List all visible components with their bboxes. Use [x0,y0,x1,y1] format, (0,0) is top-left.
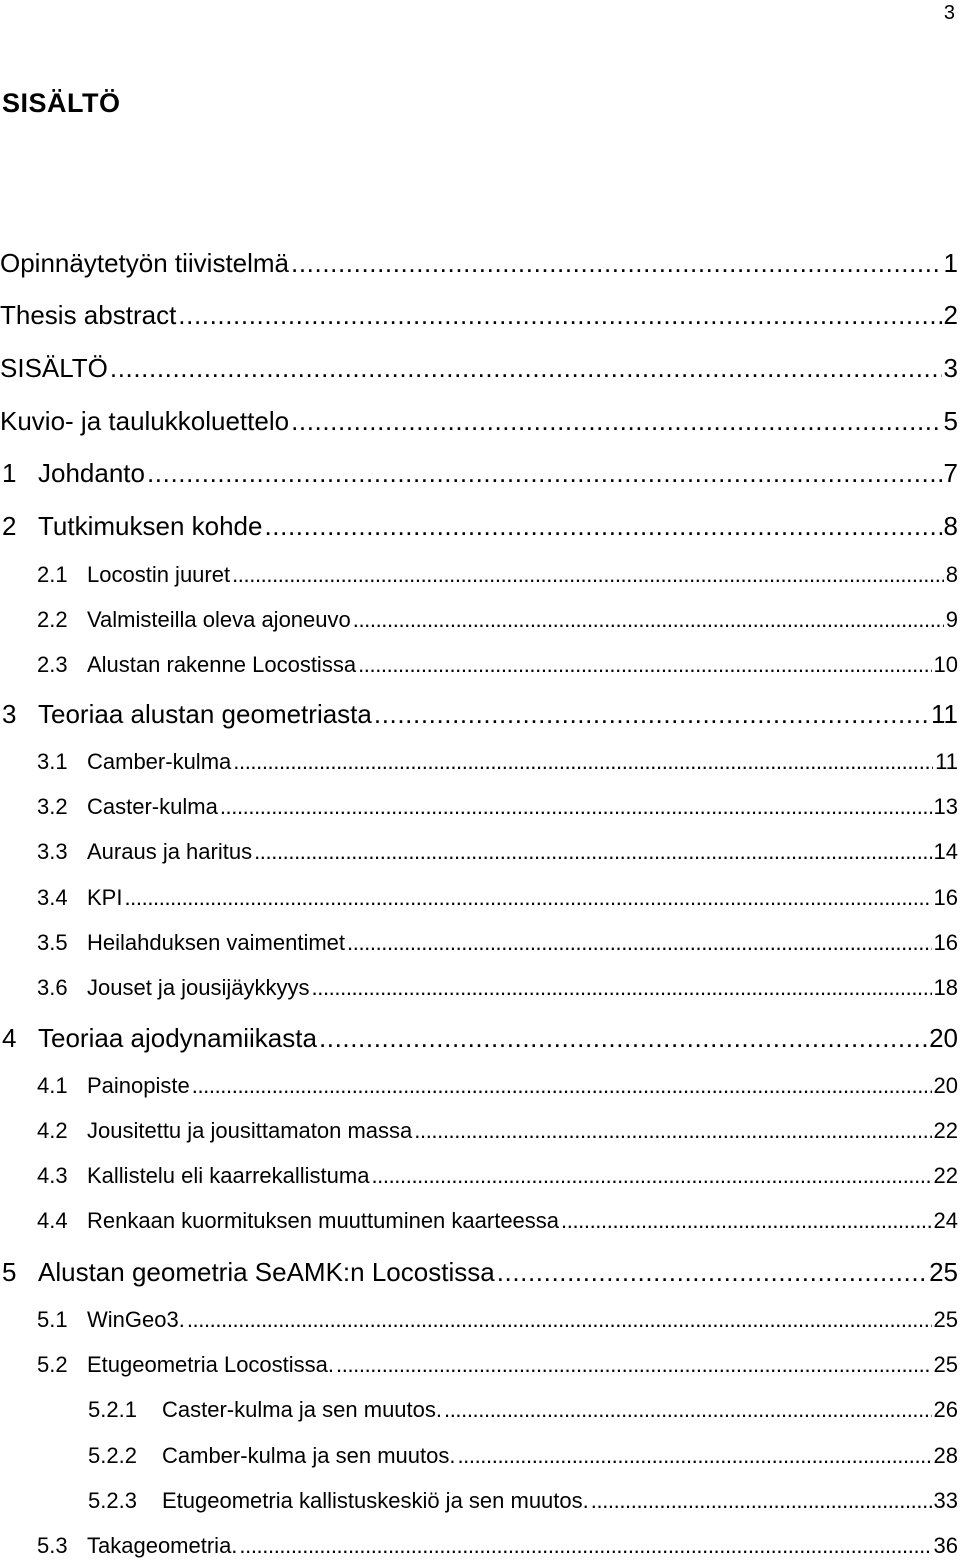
toc-entry-number: 5.2.2 [88,1443,137,1468]
toc-entry[interactable] [0,1210,958,1232]
toc-entry-title: Kuvio- ja taulukkoluettelo [0,406,290,436]
toc-entry[interactable] [0,841,958,863]
dot-leader [192,1075,932,1097]
dot-leader [220,796,932,818]
toc-entry-page: 25 [933,1307,958,1332]
toc-entry[interactable] [0,932,958,954]
toc-entry-title: Alustan rakenne Locostissa [87,652,357,677]
toc-entry-number: 4.2 [37,1118,68,1143]
dot-leader [561,1210,931,1232]
toc-entry-page: 1 [943,248,958,278]
toc-entry-page: 22 [933,1118,958,1143]
toc-entry-page: 36 [933,1533,958,1558]
toc-entry-title: Teoriaa alustan geometriasta [38,699,372,729]
dot-leader [291,408,941,434]
dot-leader [254,841,931,863]
toc-entry-number: 5 [2,1257,17,1287]
toc-entry[interactable] [0,751,958,773]
toc-entry-page: 16 [933,885,958,910]
toc-entry[interactable] [0,701,958,727]
dot-leader [347,932,931,954]
dot-leader [319,1025,927,1051]
toc-entry-number: 3.6 [37,975,68,1000]
toc-entry-title: Camber-kulma [87,749,232,774]
toc-entry[interactable] [0,887,958,909]
toc-entry-number: 3.2 [37,794,68,819]
toc-entry-page: 10 [933,652,958,677]
toc-entry[interactable] [0,1445,958,1467]
toc-entry-page: 14 [933,839,958,864]
toc-entry-title: Painopiste [87,1073,190,1098]
toc-entry-page: 22 [933,1163,958,1188]
toc-entry-title: Caster-kulma ja sen muutos. [162,1397,442,1422]
toc-entry-title: Jouset ja jousijäykkyys [87,975,310,1000]
toc-entry-number: 4.4 [37,1208,68,1233]
toc-entry-page: 18 [933,975,958,1000]
toc-entry[interactable] [0,609,958,631]
toc-entry-page: 11 [931,699,958,729]
toc-entry[interactable] [0,564,958,586]
toc-entry-title: Tutkimuksen kohde [38,511,263,541]
toc-entry-page: 11 [935,749,958,774]
toc-entry[interactable] [0,302,958,328]
toc-entry-title: KPI [87,885,123,910]
dot-leader [358,654,931,676]
dot-leader [239,1535,931,1557]
dot-leader [591,1490,932,1512]
dot-leader [371,1165,931,1187]
toc-entry-number: 5.2.1 [88,1397,137,1422]
toc-entry[interactable] [0,1309,958,1331]
toc-entry-number: 5.3 [37,1533,68,1558]
toc-entry-page: 9 [945,607,958,632]
toc-entry-page: 8 [943,511,958,541]
toc-entry-title: Valmisteilla oleva ajoneuvo [87,607,351,632]
toc-entry[interactable] [0,1354,958,1376]
toc-entry-number: 2 [2,511,17,541]
toc-entry[interactable] [0,1120,958,1142]
toc-entry-number: 3.5 [37,930,68,955]
toc-entry-page: 16 [933,930,958,955]
toc-entry-title: Locostin juuret [87,562,231,587]
toc-entry-page: 24 [933,1208,958,1233]
toc-entry[interactable] [0,1399,958,1421]
dot-leader [110,355,942,381]
toc-entry[interactable] [0,796,958,818]
toc-entry[interactable] [0,1075,958,1097]
toc-entry-title: SISÄLTÖ [0,353,108,383]
toc-entry-number: 4.1 [37,1073,68,1098]
toc-entry[interactable] [0,1490,958,1512]
dot-leader [374,701,929,727]
toc-entry[interactable] [0,513,958,539]
toc-entry[interactable] [0,1025,958,1051]
toc-entry-title: Thesis abstract [0,300,177,330]
toc-entry[interactable] [0,977,958,999]
toc-entry-title: Teoriaa ajodynamiikasta [38,1023,317,1053]
toc-entry[interactable] [0,1535,958,1557]
toc-entry-title: Caster-kulma [87,794,218,819]
dot-leader [264,513,941,539]
toc-entry-number: 3.1 [37,749,68,774]
toc-entry-title: Opinnäytetyön tiivistelmä [0,248,290,278]
dot-leader [147,460,942,486]
toc-entry-title: Etugeometria kallistuskeskiö ja sen muutos. [162,1488,589,1513]
toc-entry[interactable] [0,460,958,486]
dot-leader [178,302,941,328]
toc-entry-page: 25 [933,1352,958,1377]
toc-entry-number: 3.4 [37,885,68,910]
dot-leader [187,1309,932,1331]
toc-entry-number: 2.3 [37,652,68,677]
toc-entry-page: 25 [929,1257,958,1287]
toc-entry-number: 5.2.3 [88,1488,137,1513]
toc-entry-title: Camber-kulma ja sen muutos. [162,1443,456,1468]
toc-entry[interactable] [0,408,958,434]
toc-entry-title: Renkaan kuormituksen muuttuminen kaarteessa [87,1208,560,1233]
toc-entry-title: Auraus ja haritus [87,839,253,864]
toc-entry-title: Johdanto [38,458,145,488]
toc-entry-title: Jousitettu ja jousittamaton massa [87,1118,413,1143]
page-number: 3 [943,2,955,24]
dot-leader [444,1399,932,1421]
toc-entry-title: Etugeometria Locostissa. [87,1352,335,1377]
toc-entry-number: 3.3 [37,839,68,864]
toc-entry[interactable] [0,1165,958,1187]
toc-entry-page: 2 [943,300,958,330]
toc-entry-page: 13 [933,794,958,819]
toc-entry-number: 3 [2,699,17,729]
toc-entry-number: 5.1 [37,1307,68,1332]
dot-leader [291,250,942,276]
toc-entry[interactable] [0,654,958,676]
dot-leader [232,564,944,586]
toc-entry[interactable] [0,250,958,276]
toc-entry-title: Alustan geometria SeAMK:n Locostissa [38,1257,495,1287]
toc-entry-title: Heilahduksen vaimentimet [87,930,346,955]
toc-entry-page: 20 [933,1073,958,1098]
toc-entry-title: Kallistelu eli kaarrekallistuma [87,1163,370,1188]
toc-entry-number: 4.3 [37,1163,68,1188]
toc-entry-number: 4 [2,1023,17,1053]
toc-entry-page: 33 [933,1488,958,1513]
toc-entry-title: Takageometria. [87,1533,238,1558]
dot-leader [312,977,932,999]
toc-entry-page: 26 [933,1397,958,1422]
toc-entry-page: 20 [929,1023,958,1053]
dot-leader [124,887,931,909]
dot-leader [233,751,933,773]
toc-entry-page: 8 [945,562,958,587]
toc-entry-page: 28 [933,1443,958,1468]
toc-entry-number: 2.2 [37,607,68,632]
dot-leader [353,609,944,631]
toc-entry-title: WinGeo3. [87,1307,185,1332]
toc-entry[interactable] [0,355,958,381]
dot-leader [336,1354,931,1376]
toc-entry-page: 5 [943,406,958,436]
dot-leader [497,1259,927,1285]
toc-entry-page: 3 [943,353,958,383]
toc-entry-number: 1 [2,458,17,488]
dot-leader [457,1445,931,1467]
dot-leader [414,1120,931,1142]
page-title: SISÄLTÖ [2,88,121,118]
toc-entry-number: 5.2 [37,1352,68,1377]
toc-entry-page: 7 [943,458,958,488]
toc-entry[interactable] [0,1259,958,1285]
toc-entry-number: 2.1 [37,562,68,587]
